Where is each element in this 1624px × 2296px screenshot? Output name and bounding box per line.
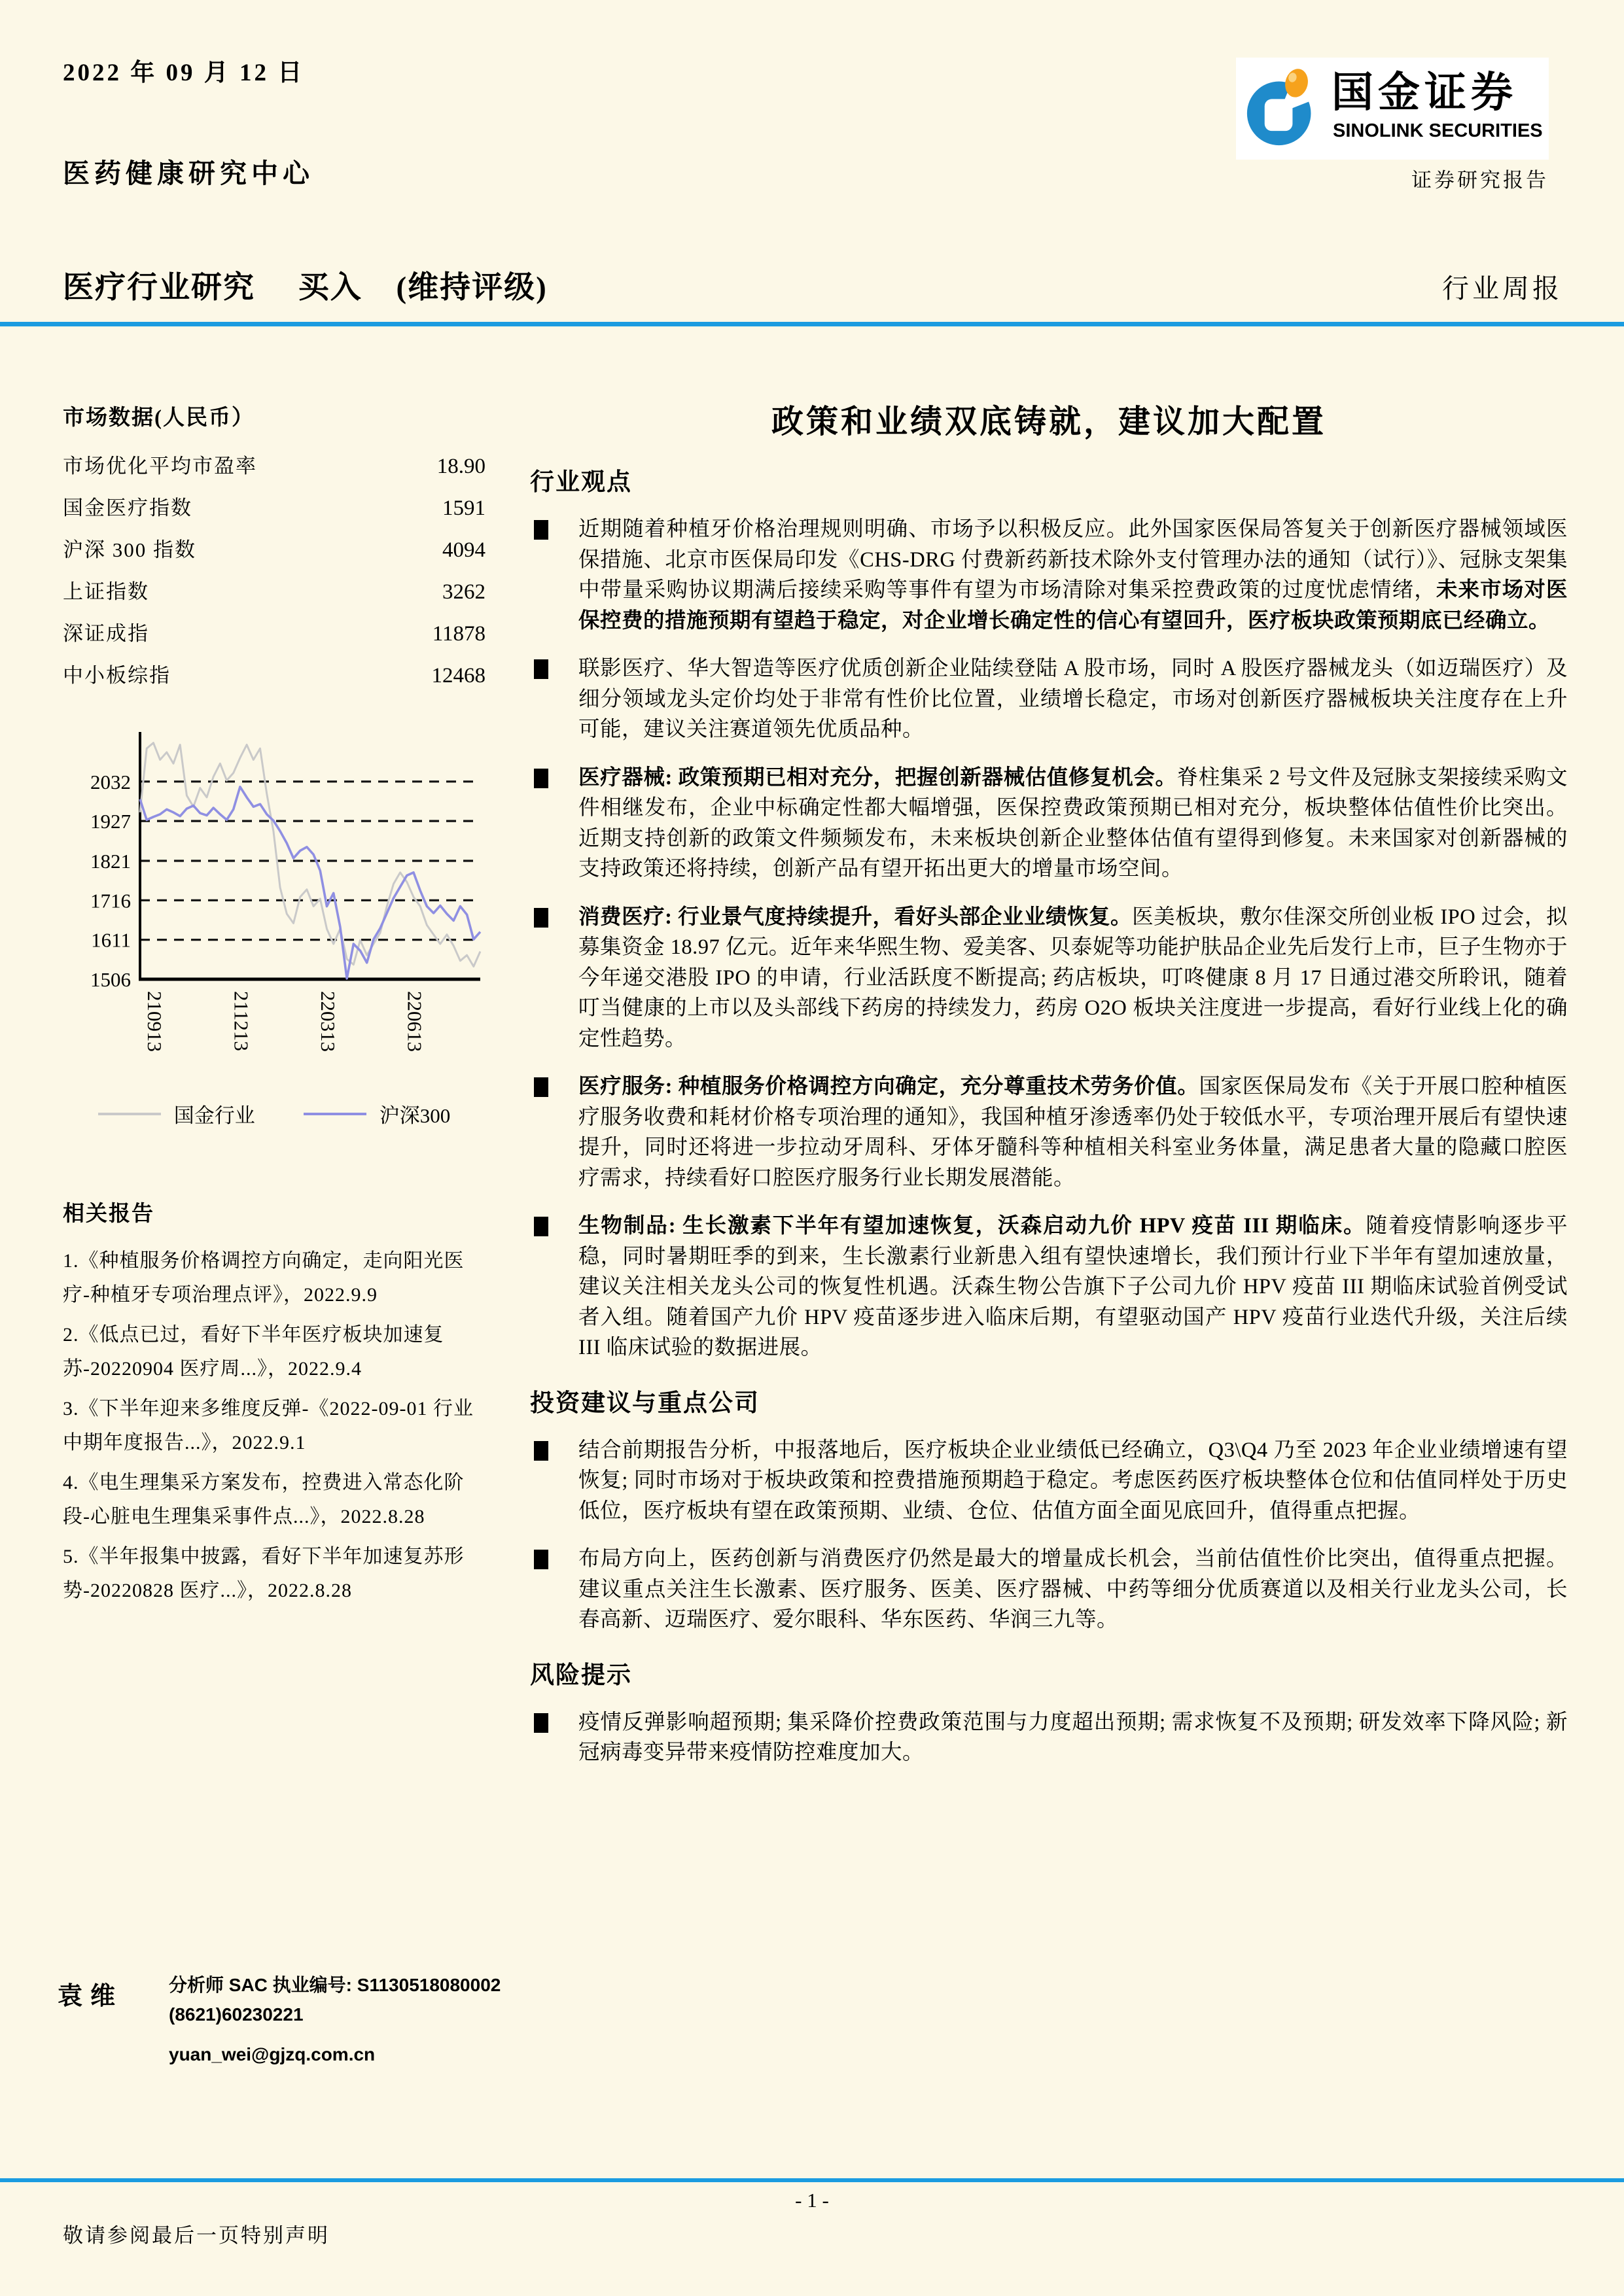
analyst-phone: (8621)60230221 bbox=[169, 2004, 304, 2025]
sidebar bbox=[63, 400, 485, 1614]
bullet-square-icon bbox=[534, 1441, 548, 1461]
header-rule bbox=[0, 322, 1624, 326]
bullet-paragraph bbox=[530, 1544, 1568, 1635]
analyst-details bbox=[169, 1964, 501, 2069]
report-period-tag: 行业周报 bbox=[1442, 273, 1562, 304]
brand-logo bbox=[1236, 58, 1549, 160]
market-data-rows bbox=[63, 445, 485, 697]
related-report-item: 5.《半年报集中披露，看好下半年加速复苏形势-20220828 医疗...》，2022.8.28 bbox=[63, 1546, 465, 1601]
bullet-text: 联影医疗、华大智造等医疗优质创新企业陆续登陆 A 股市场，同时 A 股医疗器械龙头（如迈瑞医疗）及细分领域龙头定价均处于非常有性价比位置，业绩增长稳定，市场对创新医疗器械板块关注度存在上升可能，建议关注赛道领先优质品种。 bbox=[578, 657, 1568, 741]
related-report-item: 2.《低点已过，看好下半年医疗板块加速复苏-20220904 医疗周...》，2022.9.4 bbox=[63, 1324, 444, 1380]
market-data-label: 市场优化平均市盈率 bbox=[63, 455, 257, 478]
chart-y-tick-label: 1927 bbox=[90, 810, 131, 833]
market-data-value: 12468 bbox=[431, 664, 485, 687]
bullet-paragraph bbox=[530, 902, 1568, 1054]
chart-legend-item bbox=[304, 1099, 451, 1128]
bullet-square-icon bbox=[534, 1217, 548, 1236]
chart-y-tick-label: 1821 bbox=[90, 850, 131, 873]
industry-title bbox=[63, 263, 548, 307]
chart-legend bbox=[63, 1099, 485, 1128]
price-chart-canvas bbox=[63, 724, 485, 1088]
legend-label: 国金行业 bbox=[173, 1104, 255, 1127]
bullet-square-icon bbox=[534, 769, 548, 788]
chart-legend-item bbox=[98, 1099, 255, 1128]
main-sections bbox=[530, 462, 1568, 1768]
analyst-sac-number: 分析师 SAC 执业编号: S1130518080002 bbox=[169, 1975, 501, 1995]
report-title-row bbox=[63, 263, 1562, 307]
related-reports-title: 相关报告 bbox=[63, 1202, 154, 1226]
legend-label: 沪深300 bbox=[379, 1104, 451, 1127]
bullet-square-icon bbox=[534, 908, 548, 928]
bullet-text: 医疗器械: 政策预期已相对充分，把握创新器械估值修复机会。脊柱集采 2 号文件及冠脉支架接续采购文件相继发布，企业中标确定性都大幅增强，医保控费政策预期已相对充分，板块整体估值性价比突出。近期支持创新的政策文件频频发布，未来板块创新企业整体估值有望得到修复。未来国家对创新器械的支持政策还将持续，创新产品有望开拓出更大的增量市场空间。 bbox=[578, 765, 1568, 880]
footer-disclaimer: 敬请参阅最后一页特别声明 bbox=[63, 2224, 330, 2247]
bullet-paragraph bbox=[530, 1071, 1568, 1193]
bullet-paragraph bbox=[530, 514, 1568, 636]
market-data-label: 沪深 300 指数 bbox=[63, 538, 196, 561]
market-data-row bbox=[63, 655, 485, 697]
market-data-value: 1591 bbox=[442, 496, 485, 520]
market-data-row bbox=[63, 487, 485, 529]
section-heading: 行业观点 bbox=[530, 469, 632, 496]
footer-rule bbox=[0, 2178, 1624, 2182]
sinolink-logo-icon bbox=[1244, 63, 1324, 158]
section-heading: 风险提示 bbox=[530, 1661, 632, 1689]
related-report-item: 3.《下半年迎来多维度反弹-《2022-09-01 行业中期年度报告...》，2022.9.1 bbox=[63, 1398, 474, 1453]
bullet-square-icon bbox=[534, 1077, 548, 1097]
bullet-square-icon bbox=[534, 1713, 548, 1733]
legend-line-swatch bbox=[98, 1113, 161, 1115]
market-data-row bbox=[63, 529, 485, 571]
analyst-block bbox=[58, 1964, 542, 2069]
brand-name-en: SINOLINK SECURITIES bbox=[1333, 120, 1543, 141]
bullet-text: 消费医疗: 行业景气度持续提升，看好头部企业业绩恢复。医美板块，敷尔佳深交所创业板 IPO 过会，拟募集资金 18.97 亿元。近年来华熙生物、爱美客、贝泰妮等功能护肤品企业先后发行上市，巨子生物亦于今年递交港股 IPO 的申请，行业活跃度不断提高; 药店板块，叮咚健康 8 月 17 日通过港交所聆讯，随着叮当健康的上市以及头部线下药房的持续发力，药房 O2O 板块关注度进一步提高，看好行业线上化的确定性趋势。 bbox=[578, 905, 1568, 1051]
main-column bbox=[530, 396, 1568, 1786]
analyst-name: 袁维 bbox=[58, 1983, 124, 2010]
rating-label: 买入 bbox=[298, 271, 362, 305]
rating-note: (维持评级) bbox=[396, 271, 548, 305]
bullet-paragraph bbox=[530, 1211, 1568, 1363]
related-reports bbox=[63, 1196, 485, 1608]
research-center-name: 医药健康研究中心 bbox=[63, 158, 314, 188]
market-data-value: 11878 bbox=[432, 622, 485, 646]
bullet-text: 疫情反弹影响超预期; 集采降价控费政策范围与力度超出预期; 需求恢复不及预期; 研发效率下降风险; 新冠病毒变异带来疫情防控难度加大。 bbox=[578, 1710, 1568, 1764]
chart-x-tick-label: 220613 bbox=[403, 991, 427, 1052]
page-title: 政策和业绩双底铸就，建议加大配置 bbox=[771, 404, 1326, 440]
bullet-text: 布局方向上，医药创新与消费医疗仍然是最大的增量成长机会，当前估值性价比突出，值得重点把握。建议重点关注生长激素、医疗服务、医美、医疗器械、中药等细分优质赛道以及相关行业龙头公司，长春高新、迈瑞医疗、爱尔眼科、华东医药、华润三九等。 bbox=[578, 1547, 1568, 1631]
market-data-label: 上证指数 bbox=[63, 580, 149, 603]
bullet-square-icon bbox=[534, 659, 548, 679]
market-data-row bbox=[63, 445, 485, 487]
footer-page-number: - 1 - bbox=[795, 2189, 829, 2212]
bullet-paragraph bbox=[530, 763, 1568, 884]
bullet-paragraph bbox=[530, 1707, 1568, 1768]
industry-title-text: 医疗行业研究 bbox=[63, 271, 255, 305]
section-heading: 投资建议与重点公司 bbox=[530, 1389, 760, 1417]
related-report-item: 1.《种植服务价格调控方向确定，走向阳光医疗-种植牙专项治理点评》，2022.9.9 bbox=[63, 1250, 465, 1306]
chart-y-tick-label: 2032 bbox=[90, 770, 131, 793]
market-data-value: 4094 bbox=[442, 538, 485, 562]
chart-x-tick-label: 210913 bbox=[143, 991, 166, 1052]
market-data-label: 深证成指 bbox=[63, 622, 149, 645]
brand-name-cn: 国金证券 bbox=[1332, 69, 1517, 116]
bullet-paragraph bbox=[530, 653, 1568, 745]
market-data-row bbox=[63, 613, 485, 655]
report-date: 2022 年 09 月 12 日 bbox=[63, 60, 305, 86]
market-data-value: 3262 bbox=[442, 580, 485, 604]
market-data-label: 中小板综指 bbox=[63, 664, 171, 687]
legend-line-swatch bbox=[304, 1113, 366, 1115]
bullet-text: 医疗服务: 种植服务价格调控方向确定，充分尊重技术劳务价值。国家医保局发布《关于开展口腔种植医疗服务收费和耗材价格专项治理的通知》，我国种植牙渗透率仍处于较低水平，专项治理开展后有望快速提升，同时还将进一步拉动牙周科、牙体牙髓科等种植相关科室业务体量，满足患者大量的隐藏口腔医疗需求，持续看好口腔医疗服务行业长期发展潜能。 bbox=[578, 1075, 1568, 1190]
chart-y-tick-label: 1506 bbox=[90, 968, 131, 991]
bullet-paragraph bbox=[530, 1435, 1568, 1527]
market-data-label: 国金医疗指数 bbox=[63, 496, 192, 519]
bullet-square-icon bbox=[534, 520, 548, 540]
chart-series-line-1 bbox=[140, 787, 480, 979]
chart-y-tick-label: 1611 bbox=[91, 928, 131, 952]
analyst-email: yuan_wei@gjzq.com.cn bbox=[169, 2044, 376, 2064]
market-data-title: 市场数据(人民币） bbox=[63, 406, 255, 430]
chart-x-tick-label: 220313 bbox=[317, 991, 340, 1052]
bullet-text: 近期随着种植牙价格治理规则明确、市场予以积极反应。此外国家医保局答复关于创新医疗器械领域医保措施、北京市医保局印发《CHS-DRG 付费新药新技术除外支付管理办法的通知（试行）》、冠脉支架集中带量采购协议期满后接续采购等事件有望为市场清除对集采控费政策的过度忧虑情绪，未来市场对医保控费的措施预期有望趋于稳定，对企业增长确定性的信心有望回升，医疗板块政策预期底已经确立。 bbox=[578, 517, 1568, 633]
price-chart-svg bbox=[63, 724, 485, 1085]
chart-series-line-0 bbox=[140, 743, 480, 967]
bullet-text: 生物制品: 生长激素下半年有望加速恢复，沃森启动九价 HPV 疫苗 III 期临床。随着疫情影响逐步平稳，同时暑期旺季的到来，生长激素行业新患入组有望快速增长，我们预计行业下半年有望加速放量，建议关注相关龙头公司的恢复性机遇。沃森生物公告旗下子公司九价 HPV 疫苗 III 期临床试验首例受试者入组。随着国产九价 HPV 疫苗逐步进入临床后期，有望驱动国产 HPV 疫苗行业迭代升级，关注后续 III 临床试验的数据进展。 bbox=[578, 1214, 1568, 1359]
bullet-text: 结合前期报告分析，中报落地后，医疗板块企业业绩低已经确立，Q3\Q4 乃至 2023 年企业业绩增速有望恢复; 同时市场对于板块政策和控费措施预期趋于稳定。考虑医药医疗板块整体仓位和估值同样处于历史低位，医疗板块有望在政策预期、业绩、仓位、估值方面全面见底回升，值得重点把握。 bbox=[578, 1438, 1568, 1523]
bullet-square-icon bbox=[534, 1550, 548, 1569]
chart-y-tick-label: 1716 bbox=[90, 889, 131, 913]
report-type-tag: 证券研究报告 bbox=[1411, 169, 1549, 192]
related-reports-list bbox=[63, 1244, 485, 1608]
chart-x-tick-label: 211213 bbox=[230, 991, 253, 1051]
price-chart bbox=[63, 724, 485, 1128]
related-report-item: 4.《电生理集采方案发布，控费进入常态化阶段-心脏电生理集采事件点...》，2022.8.28 bbox=[63, 1472, 465, 1527]
market-data-row bbox=[63, 571, 485, 613]
market-data-value: 18.90 bbox=[436, 455, 485, 478]
